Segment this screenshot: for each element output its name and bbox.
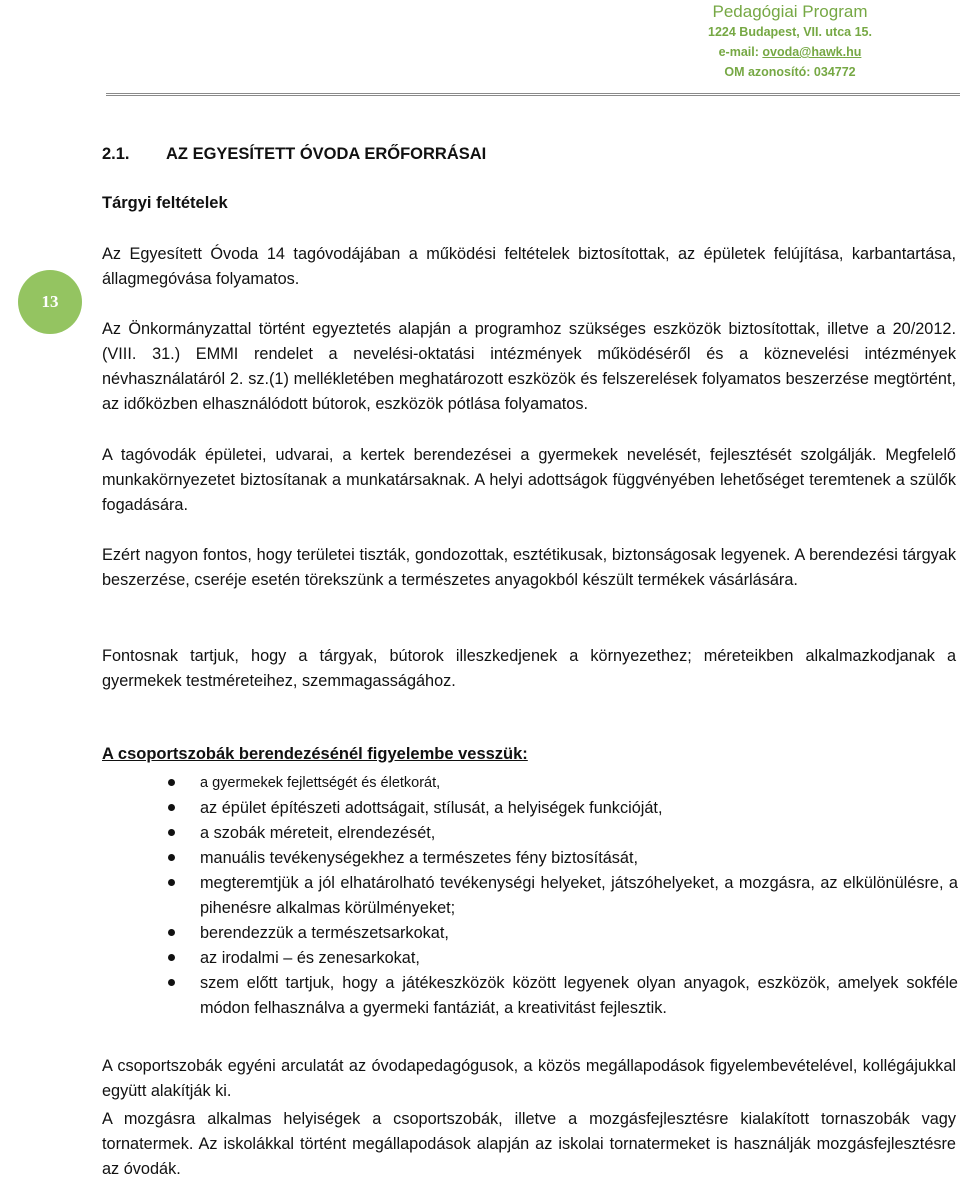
list-item-text: szem előtt tartjuk, hogy a játékeszközök között legyenek olyan anyagok, eszközök, amelyek sokféle módon felhasználva a gyermeki fantáziát, a kreativitást fejlesztik. bbox=[200, 974, 958, 1017]
list-item bbox=[102, 821, 958, 846]
paragraph: A csoportszobák egyéni arculatát az óvodapedagógusok, a közös megállapodások figyelembevételével, kollégájukkal együtt alakítják ki. bbox=[102, 1057, 956, 1100]
paragraph: Fontosnak tartjuk, hogy a tárgyak, bútorok illeszkedjenek a környezethez; méreteikben alkalmazkodjanak a gyermekek testméreteihez, szemmagasságához. bbox=[102, 647, 956, 690]
paragraph: A mozgásra alkalmas helyiségek a csoportszobák, illetve a mozgásfejlesztésre kialakított tornaszobák vagy tornatermek. Az iskolákkal történt megállapodások alapján az iskolai tornatermeket is használják mozgásfejlesztésre az óvodák. bbox=[102, 1110, 956, 1178]
subheading: Tárgyi feltételek bbox=[102, 194, 228, 212]
section-title: AZ EGYESÍTETT ÓVODA ERŐFORRÁSAI bbox=[166, 145, 487, 163]
list-item bbox=[102, 871, 958, 921]
list-item bbox=[102, 771, 958, 796]
email-link[interactable]: ovoda@hawk.hu bbox=[762, 45, 862, 59]
list-item bbox=[102, 946, 958, 971]
list-heading: A csoportszobák berendezésénél figyelembe vesszük: bbox=[102, 745, 528, 763]
bullet-icon bbox=[168, 779, 175, 786]
list-item bbox=[102, 921, 958, 946]
bullet-icon bbox=[168, 954, 175, 961]
email-line bbox=[620, 42, 960, 62]
list-item-text: manuális tevékenységekhez a természetes fény biztosítását, bbox=[200, 849, 639, 867]
list-item-text: az épület építészeti adottságait, stílusát, a helyiségek funkcióját, bbox=[200, 799, 663, 817]
section-heading bbox=[102, 145, 956, 164]
bullet-icon bbox=[168, 804, 175, 811]
bullet-icon bbox=[168, 829, 175, 836]
page-header bbox=[620, 2, 960, 82]
paragraph: Ezért nagyon fontos, hogy területei tiszták, gondozottak, esztétikusak, biztonságosak legyenek. A berendezési tárgyak beszerzése, cseréje esetén törekszünk a természetes anyagokból készült termékek vásárlására. bbox=[102, 546, 956, 589]
bullet-icon bbox=[168, 979, 175, 986]
list-item-text: megteremtjük a jól elhatárolható tevékenységi helyeket, játszóhelyeket, a mozgásra, az elkülönülésre, a pihenésre alkalmas körülményeket; bbox=[200, 874, 958, 917]
bullet-icon bbox=[168, 854, 175, 861]
address: 1224 Budapest, VII. utca 15. bbox=[708, 25, 872, 39]
om-identifier: OM azonosító: 034772 bbox=[724, 65, 856, 79]
list-item bbox=[102, 846, 958, 871]
list-item-text: a gyermekek fejlettségét és életkorát, bbox=[200, 775, 441, 791]
list-item-text: az irodalmi – és zenesarkokat, bbox=[200, 949, 420, 967]
list-item bbox=[102, 971, 958, 1021]
paragraph: Az Önkormányzattal történt egyeztetés alapján a programhoz szükséges eszközök biztosítottak, illetve a 20/2012. (VIII. 31.) EMMI rendelet a nevelési-oktatási intézmények működéséről és a köznevelési intézmények névhasználatáról 2. sz.(1) mellékletében meghatározott eszközök és felszerelések folyamatos beszerzése megtörtént, az időközben elhasználódott bútorok, eszközök pótlása folyamatos. bbox=[102, 320, 956, 413]
paragraph: A tagóvodák épületei, udvarai, a kertek berendezései a gyermekek nevelését, fejlesztését szolgálják. Megfelelő munkakörnyezetet biztosítanak a munkatársaknak. A helyi adottságok függvényében lehetőséget teremtenek a szülők fogadására. bbox=[102, 446, 956, 514]
bullet-icon bbox=[168, 879, 175, 886]
list-item-text: berendezzük a természetsarkokat, bbox=[200, 924, 449, 942]
bullet-icon bbox=[168, 929, 175, 936]
section-number: 2.1. bbox=[102, 145, 130, 163]
email-label: e-mail: bbox=[718, 45, 763, 59]
bullet-list bbox=[102, 771, 958, 1021]
header-divider bbox=[106, 93, 960, 96]
program-title: Pedagógiai Program bbox=[712, 2, 868, 21]
page-number-badge: 13 bbox=[18, 270, 82, 334]
list-item bbox=[102, 796, 958, 821]
list-item-text: a szobák méreteit, elrendezését, bbox=[200, 824, 436, 842]
paragraph: Az Egyesített Óvoda 14 tagóvodájában a működési feltételek biztosítottak, az épületek felújítása, karbantartása, állagmegóvása folyamatos. bbox=[102, 245, 956, 288]
